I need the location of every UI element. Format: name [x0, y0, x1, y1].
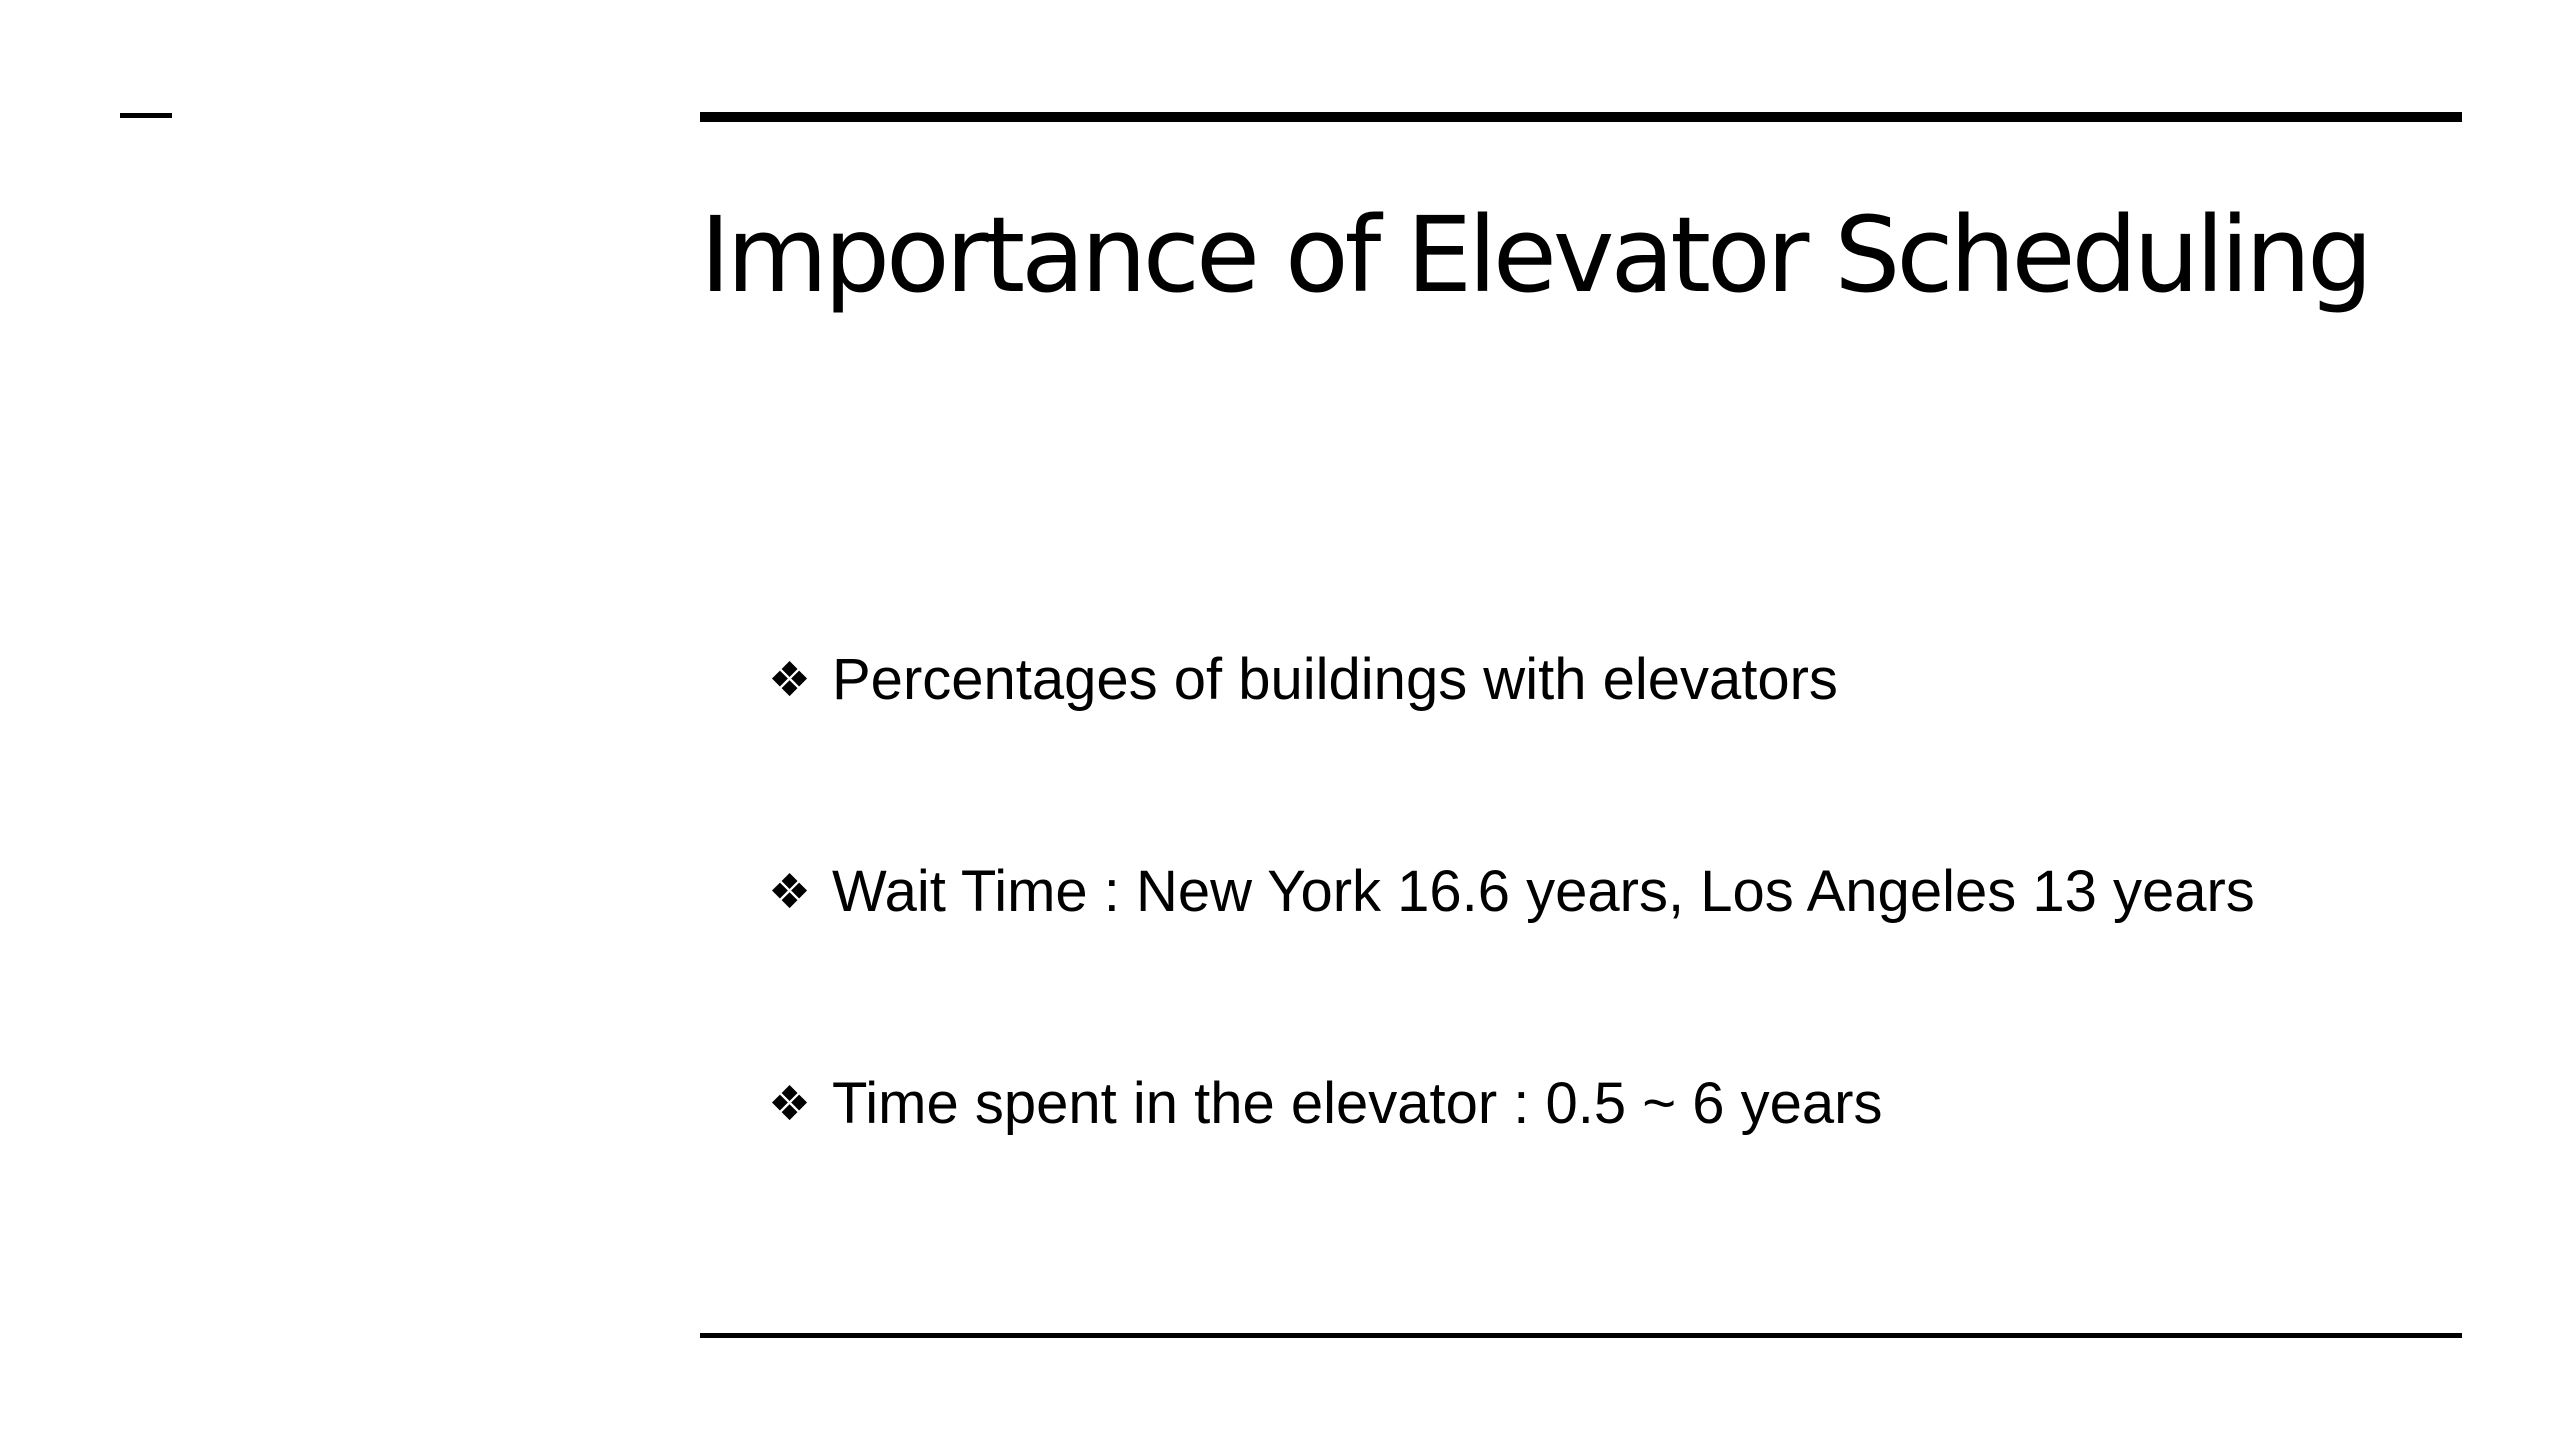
bullet-item: [768, 852, 2488, 1064]
corner-dash-decoration: [120, 113, 172, 118]
four-diamond-bullet-icon: ❖: [768, 1076, 812, 1132]
bullet-text: Percentages of buildings with elevators: [832, 647, 1838, 712]
title-top-rule: [700, 112, 2462, 122]
four-diamond-bullet-icon: ❖: [768, 652, 812, 708]
bullet-item: [768, 1064, 2488, 1276]
bullet-text: Time spent in the elevator : 0.5 ~ 6 years: [832, 1071, 1883, 1136]
bottom-rule: [700, 1333, 2462, 1338]
four-diamond-bullet-icon: ❖: [768, 864, 812, 920]
bullet-text: Wait Time : New York 16.6 years, Los Angeles 13 years: [832, 859, 2255, 924]
bullet-list: [768, 640, 2488, 1276]
bullet-item: [768, 640, 2488, 852]
slide-title: Importance of Elevator Scheduling: [700, 194, 2370, 316]
